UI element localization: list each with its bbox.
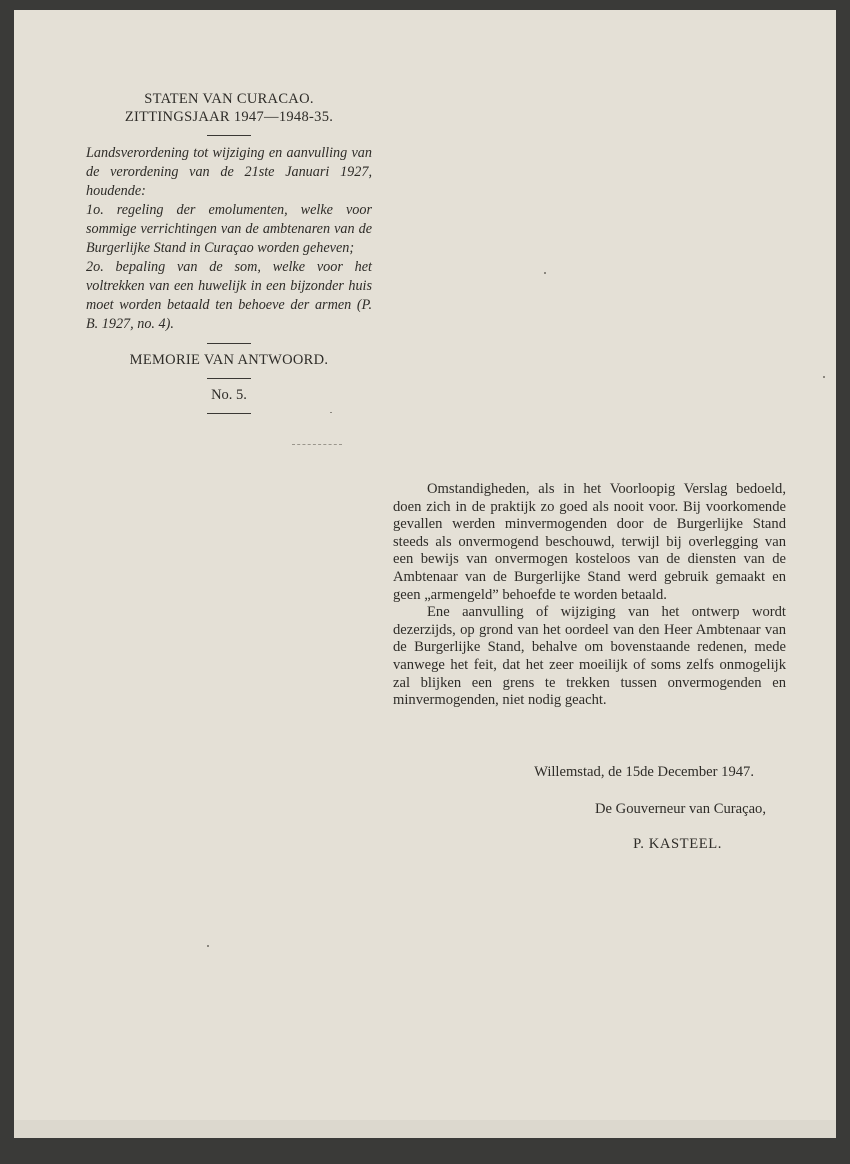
header-line-1: STATEN VAN CURACAO. — [144, 91, 314, 107]
closing-title: De Gouverneur van Curaçao, — [595, 801, 766, 817]
divider-rule — [207, 378, 251, 379]
ordinance-item-1: 1o. regeling der emolumenten, welke voor sommige verrichtingen van de ambtenaren van de Burgerlijke Stand in Curaçao worden geheven; — [86, 202, 372, 256]
paper-speck — [823, 376, 825, 378]
document-header-column — [86, 90, 372, 422]
body-text — [393, 481, 786, 710]
document-number: No. 5. — [211, 387, 247, 403]
paper-speck — [207, 945, 209, 947]
faint-rule-mark — [292, 444, 342, 445]
ordinance-title: Landsverordening tot wijziging en aanvulling van de verordening van de 21ste Januari 1927, houdende: — [86, 145, 372, 199]
divider-rule — [207, 135, 251, 136]
closing-date: Willemstad, de 15de December 1947. — [534, 764, 754, 780]
signature-name: P. KASTEEL. — [633, 836, 722, 852]
ordinance-description — [86, 144, 372, 334]
divider-rule — [207, 343, 251, 344]
body-paragraph-2: Ene aanvulling of wijziging van het ontwerp wordt dezerzijds, op grond van het oordeel van den Heer Ambtenaar van de Burgerlijke Stand, behalve om bovenstaande redenen, mede vanwege het feit, dat het zeer moeilijk of soms zelfs onmogelijk zal blijken een grens te trekken tussen onvermogenden en minvermogenden, niet nodig geacht. — [393, 604, 786, 709]
body-paragraph-1: Omstandigheden, als in het Voorloopig Verslag bedoeld, doen zich in de praktijk zo goed als nooit voor. Bij voorkomende gevallen werden minvermogenden door de Burgerlijke Stand steeds als onvermogend beschouwd, terwijl bij overlegging van een bewijs van onvermogen kosteloos van de diensten van de Ambtenaar van de Burgerlijke Stand werd gebruik gemaakt en geen „armengeld” behoefde te worden betaald. — [393, 481, 786, 603]
header-line-2: ZITTINGSJAAR 1947—1948-35. — [124, 109, 334, 125]
divider-rule — [207, 413, 251, 414]
ordinance-item-2: 2o. bepaling van de som, welke voor het voltrekken van een huwelijk in een bijzonder huis moet worden betaald ten behoeve der armen (P. B. 1927, no. 4). — [86, 259, 372, 332]
page-torn-edge — [14, 1120, 836, 1140]
paper-speck — [544, 272, 546, 274]
memorie-heading: MEMORIE VAN ANTWOORD. — [129, 352, 329, 368]
scan-background — [0, 1138, 850, 1164]
paper-speck — [330, 412, 332, 413]
